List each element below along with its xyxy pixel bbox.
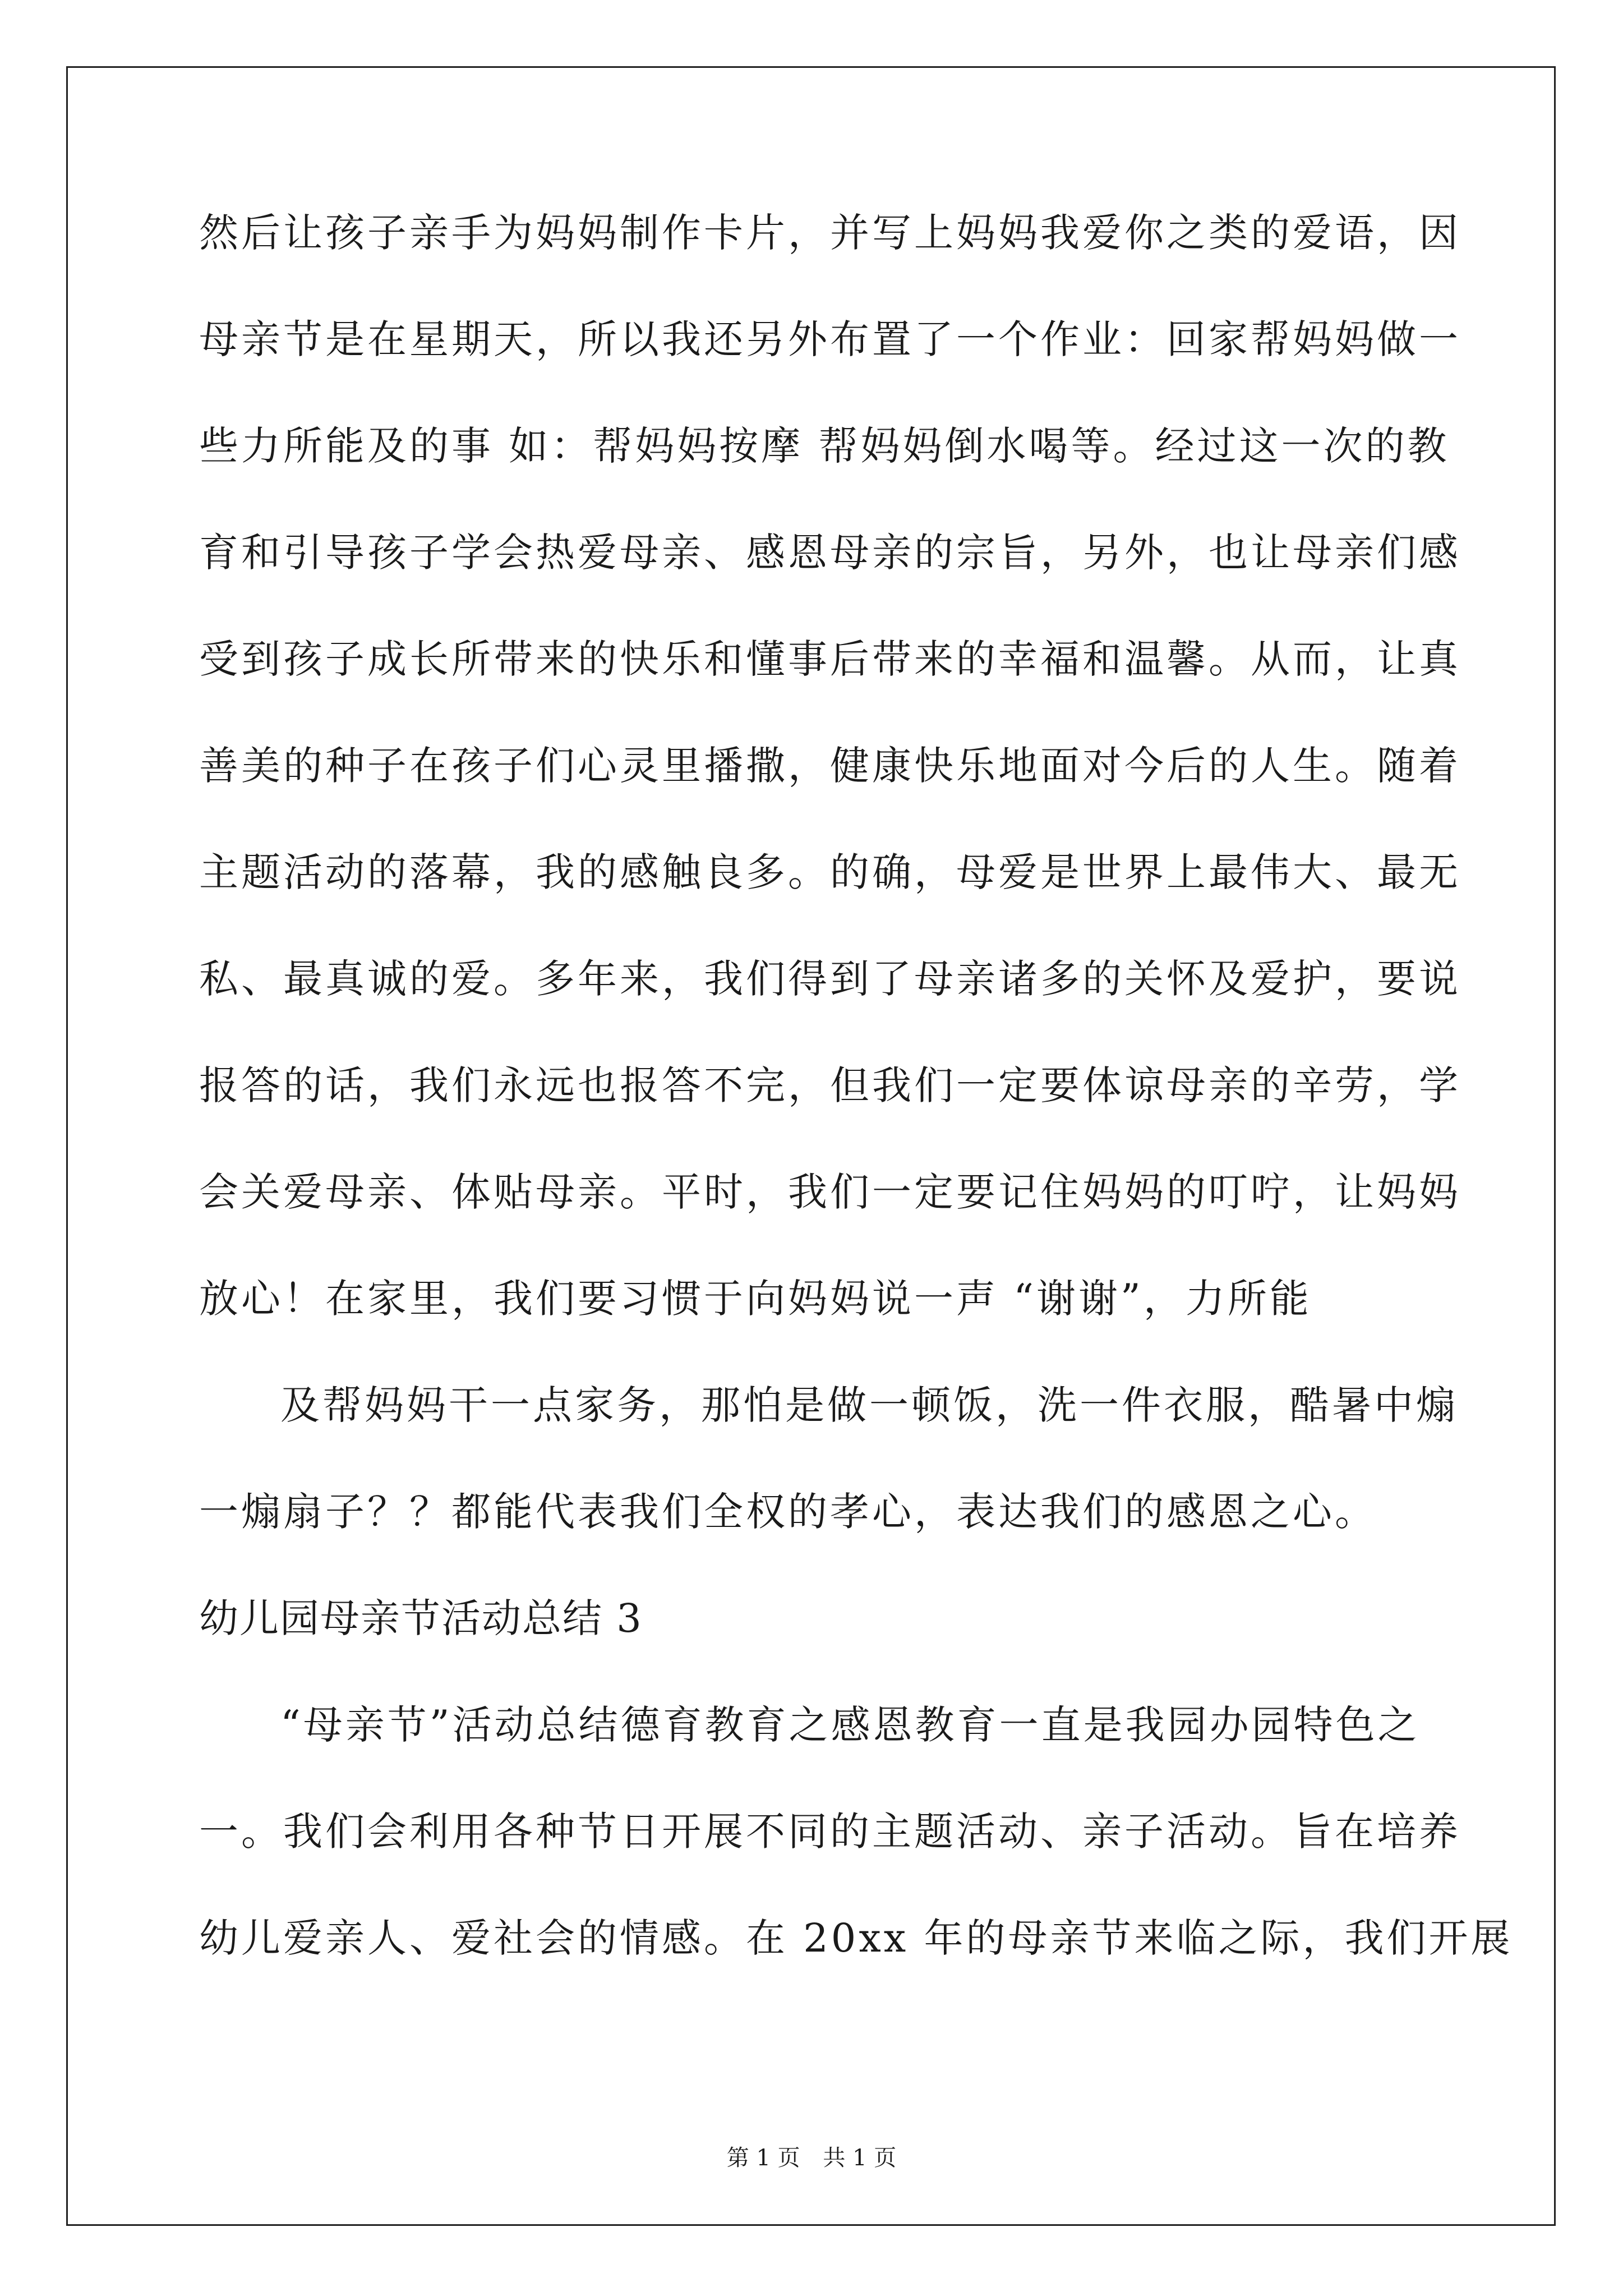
paragraph-indented-line: “母亲节”活动总结德育教育之感恩教育一直是我园办园特色之 (280, 1702, 1420, 1748)
text-line: 放心！在家里，我们要习惯于向妈妈说一声 “谢谢”，力所能 (199, 1276, 1312, 1322)
text-line: 私、最真诚的爱。多年来，我们得到了母亲诸多的关怀及爱护，要说 (199, 956, 1461, 1002)
text-line: 受到孩子成长所带来的快乐和懂事后带来的幸福和温馨。从而，让真 (199, 636, 1461, 682)
page-total: 共 1 页 (823, 2145, 897, 2171)
text-line: 主题活动的落幕，我的感触良多。的确，母爱是世界上最伟大、最无 (199, 849, 1461, 895)
text-line: 幼儿爱亲人、爱社会的情感。在 20xx 年的母亲节来临之际，我们开展 (199, 1915, 1513, 1961)
text-line: 些力所能及的事 如：帮妈妈按摩 帮妈妈倒水喝等。经过这一次的教 (199, 423, 1450, 469)
text-line: 然后让孩子亲手为妈妈制作卡片，并写上妈妈我爱你之类的爱语，因 (199, 210, 1461, 256)
section-heading: 幼儿园母亲节活动总结 3 (199, 1595, 643, 1641)
text-line: 母亲节是在星期天，所以我还另外布置了一个作业：回家帮妈妈做一 (199, 316, 1461, 362)
text-line: 一煽扇子？？都能代表我们全权的孝心，表达我们的感恩之心。 (199, 1489, 1377, 1535)
paragraph-indented-line: 及帮妈妈干一点家务，那怕是做一顿饭，洗一件衣服，酷暑中煽 (280, 1382, 1458, 1428)
page-border (66, 66, 1556, 2226)
text-line: 会关爱母亲、体贴母亲。平时，我们一定要记住妈妈的叮咛，让妈妈 (199, 1169, 1461, 1215)
text-line: 善美的种子在孩子们心灵里播撒，健康快乐地面对今后的人生。随着 (199, 743, 1461, 789)
page-number: 第 1 页 (726, 2145, 800, 2171)
page-footer (0, 2144, 1623, 2172)
text-line: 育和引导孩子学会热爱母亲、感恩母亲的宗旨，另外，也让母亲们感 (199, 530, 1461, 576)
text-line: 一。我们会利用各种节日开展不同的主题活动、亲子活动。旨在培养 (199, 1809, 1461, 1855)
text-line: 报答的话，我们永远也报答不完，但我们一定要体谅母亲的辛劳，学 (199, 1062, 1461, 1108)
